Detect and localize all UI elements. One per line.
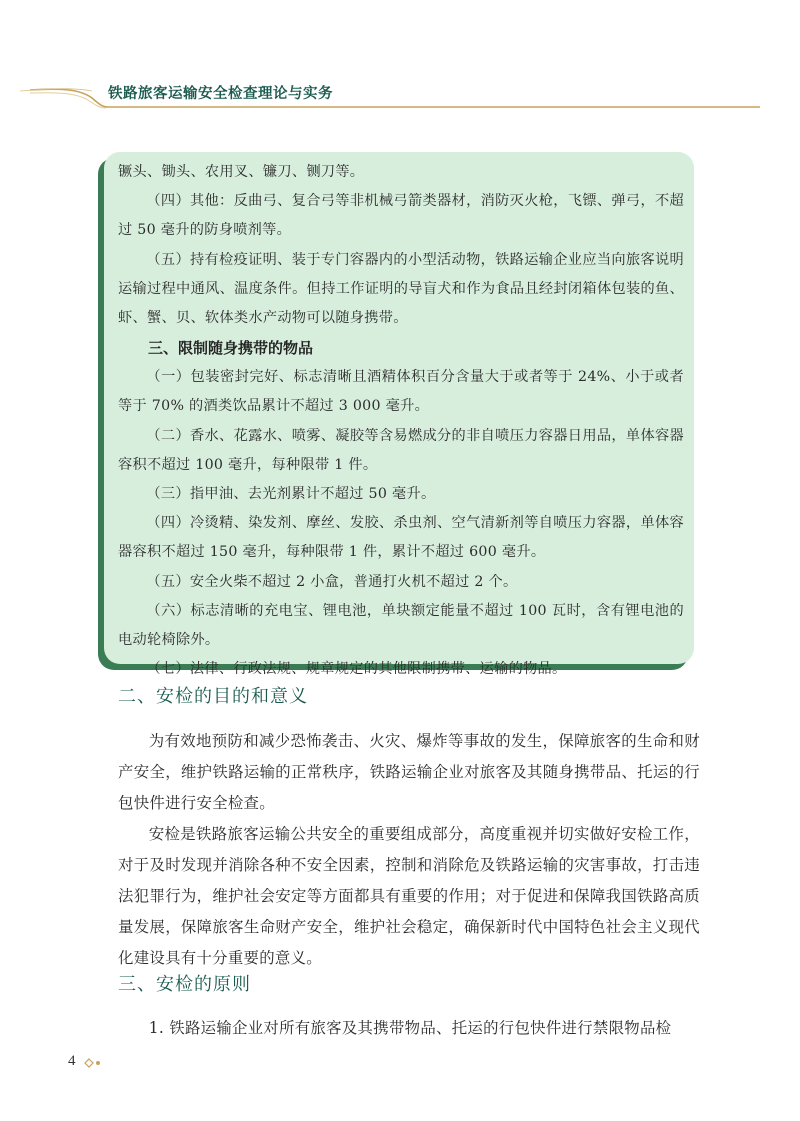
page-number: 4 [68,1053,76,1069]
paragraph: 1. 铁路运输企业对所有旅客及其携带物品、托运的行包快件进行禁限物品检 [148,1019,672,1037]
restricted-items-callout [104,152,694,678]
restricted-item: （五）安全火柴不超过 2 小盒，普通打火机不超过 2 个。 [146,573,518,590]
section-heading-principles: 三、安检的原则 [118,974,251,995]
paragraph: 为有效地预防和减少恐怖袭击、火灾、爆炸等事故的发生，保障旅客的生命和财产安全，维护铁路运输的正常秩序，铁路运输企业对旅客及其随身携带品、托运的行包快件进行安全检查。 [118,732,700,812]
callout-item-4: （四）其他：反曲弓、复合弓等非机械弓箭类器材，消防灭火枪，飞镖、弹弓，不超过 50 毫升的防身喷剂等。 [118,193,684,239]
callout-heading: 三、限制随身携带的物品 [148,339,314,358]
restricted-item: （二）香水、花露水、喷雾、凝胶等含易燃成分的非自喷压力容器日用品，单体容器容积不超过 100 毫升，每种限带 1 件。 [118,427,684,473]
callout-item-5: （五）持有检疫证明、装于专门容器内的小型活动物，铁路运输企业应当向旅客说明运输过程中通风、温度条件。但持工作证明的导盲犬和作为食品且经封闭箱体包装的鱼、虾、蟹、贝、软体类水产动物可以随身携带。 [118,251,684,327]
paragraph: 安检是铁路旅客运输公共安全的重要组成部分，高度重视并切实做好安检工作，对于及时发现并消除各种不安全因素，控制和消除危及铁路运输的灾害事故，打击违法犯罪行为，维护社会安定等方面都具有重要的作用；对于促进和保障我国铁路高质量发展，保障旅客生命财产安全，维护社会稳定，确保新时代中国特色社会主义现代化建设具有十分重要的意义。 [118,825,700,967]
section-body-principles [118,1013,700,1044]
restricted-item: （七）法律、行政法规、规章规定的其他限制携带、运输的物品。 [146,661,567,678]
diamond-ornament-icon [84,1058,104,1070]
restricted-item: （四）冷烫精、染发剂、摩丝、发胶、杀虫剂、空气清新剂等自喷压力容器，单体容器容积不超过 150 毫升，每种限带 1 件，累计不超过 600 毫升。 [118,515,684,561]
section-heading-purpose: 二、安检的目的和意义 [118,686,308,707]
restricted-item: （三）指甲油、去光剂累计不超过 50 毫升。 [146,486,436,503]
restricted-item: （一）包装密封完好、标志清晰且酒精体积百分含量大于或者等于 24%、小于或者等于 70% 的酒类饮品累计不超过 3 000 毫升。 [118,369,684,415]
running-header [0,62,800,122]
callout-line-first: 镢头、锄头、农用叉、镰刀、铡刀等。 [118,164,365,180]
restricted-item: （六）标志清晰的充电宝、锂电池，单块额定能量不超过 100 瓦时，含有锂电池的电动轮椅除外。 [118,602,684,649]
section-body-purpose [118,726,700,974]
header-title: 铁路旅客运输安全检查理论与实务 [108,86,333,102]
